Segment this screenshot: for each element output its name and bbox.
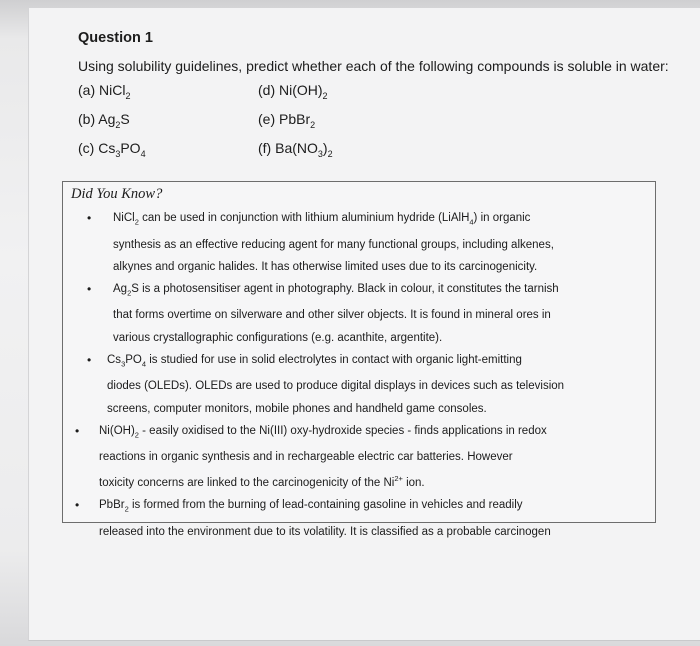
question-title: Question 1 — [78, 30, 153, 46]
question-prompt: Using solubility guidelines, predict whether each of the following compounds is soluble in water: — [78, 58, 669, 74]
compound-f: (f) $Ba(NO_3)_2$ — [258, 139, 333, 159]
compound-list — [78, 81, 678, 163]
bullet-icon: • — [87, 352, 92, 367]
facts-list — [63, 207, 655, 543]
compound-c: (c) $Cs_3PO_4$ — [78, 139, 146, 159]
did-you-know-box — [62, 181, 656, 538]
did-you-know-title: Did You Know? — [71, 186, 163, 202]
fact-ag2s: • $Ag_2S$ is a photosensitiser agent in photography. Black in colour, it constitutes the tarnish that forms overtime on silverware and other silver objects. It is found in mineral ores in various crystallographic configurations (e.g. acanthite, argentite). — [63, 278, 655, 349]
bullet-icon: • — [87, 211, 92, 225]
fact-nioh2: • $Ni(OH)_2$ - easily oxidised to the Ni(III) oxy-hydroxide species - finds applications in redox reactions in organic synthesis and in rechargeable electric car batteries. However toxicity concerns are linked to the carcinogenicity of the $Ni^{2+}$ ion. — [63, 420, 655, 495]
question-block — [78, 30, 678, 163]
compound-e: (e) PbBr$_2$ — [258, 110, 316, 130]
fact-cs3po4: • $Cs_3PO_4$ is studied for use in solid electrolytes in contact with organic light-emitting diodes (OLEDs). OLEDs are used to produce digital displays in devices such as television screens, computer monitors, mobile phones and handheld game consoles. — [63, 349, 655, 420]
bullet-icon: • — [75, 498, 80, 513]
compound-a: (a) NiCl$_2$ — [78, 82, 131, 101]
compound-b: (b) $Ag_2S$ — [78, 110, 130, 130]
fact-pbbr2: • PbBr$_2$ is formed from the burning of lead-containing gasoline in vehicles and readily released into the environment due to its volatility. It is classified as a probable carcinogen — [63, 494, 655, 543]
bullet-icon: • — [87, 281, 92, 296]
compound-d: (d) $Ni(OH)_2$ — [258, 82, 328, 101]
bullet-icon: • — [75, 423, 80, 438]
fact-nicl2: • NiCl$_2$ can be used in conjunction with lithium aluminium hydride (LiAlH$_4$) in organic synthesis as an effective reducing agent for many functional groups, including alkenes, alkynes and organic halides. It has otherwise limited uses due to its carcinogenicity. — [63, 207, 655, 278]
